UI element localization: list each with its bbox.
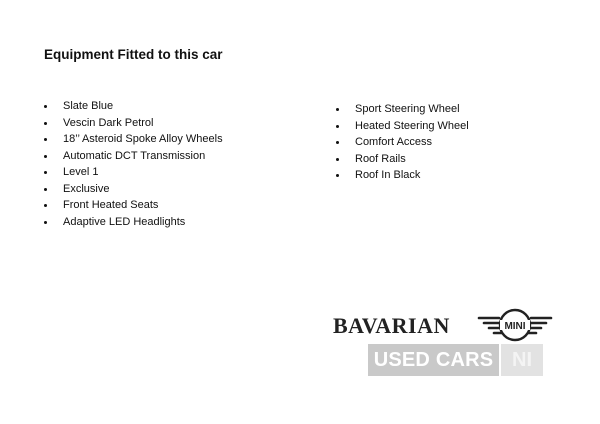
bullet-icon	[44, 171, 47, 174]
list-item	[44, 214, 223, 231]
list-item	[44, 148, 223, 165]
list-item-text: Roof In Black	[355, 169, 421, 181]
region-label: NI	[501, 344, 543, 376]
mini-wings-icon	[477, 308, 553, 342]
list-item	[336, 118, 469, 135]
list-item-text: Front Heated Seats	[63, 199, 159, 211]
list-item-text: Comfort Access	[355, 136, 433, 148]
list-item	[44, 197, 223, 214]
list-item-text: Level 1	[63, 166, 99, 178]
bullet-icon	[44, 204, 47, 207]
bullet-icon	[336, 141, 339, 144]
bullet-icon	[336, 174, 339, 177]
list-item	[44, 115, 223, 132]
list-item	[44, 131, 223, 148]
bullet-icon	[44, 138, 47, 141]
list-item-text: Vescin Dark Petrol	[63, 116, 154, 129]
mini-label: MINI	[504, 321, 526, 332]
equipment-list-left	[44, 98, 223, 230]
list-item	[336, 134, 469, 151]
bullet-icon	[44, 221, 47, 224]
page-title: Equipment Fitted to this car	[44, 47, 223, 62]
list-item-text: Exclusive	[63, 182, 110, 195]
list-item-text: Heated Steering Wheel	[355, 119, 469, 132]
dealer-logo	[333, 308, 555, 380]
brand-name: BAVARIAN	[333, 313, 450, 338]
list-item	[336, 101, 469, 118]
list-item	[44, 98, 223, 115]
list-item-text: Automatic DCT Transmission	[63, 149, 206, 162]
used-cars-label: USED CARS	[368, 344, 499, 376]
bullet-icon	[44, 188, 47, 191]
bullet-icon	[44, 105, 47, 108]
list-item-text: Slate Blue	[63, 100, 114, 112]
list-item	[336, 151, 469, 168]
list-item	[44, 164, 223, 181]
bullet-icon	[336, 108, 339, 111]
list-item-text: Roof Rails	[355, 152, 406, 165]
bullet-icon	[44, 122, 47, 125]
list-item	[44, 181, 223, 198]
list-item-text: Sport Steering Wheel	[355, 103, 460, 115]
equipment-list-right	[336, 101, 469, 184]
list-item-text: Adaptive LED Headlights	[63, 215, 186, 228]
bullet-icon	[336, 158, 339, 161]
bullet-icon	[44, 155, 47, 158]
list-item	[336, 167, 469, 184]
list-item-text: 18’’ Asteroid Spoke Alloy Wheels	[63, 133, 223, 145]
bullet-icon	[336, 125, 339, 128]
